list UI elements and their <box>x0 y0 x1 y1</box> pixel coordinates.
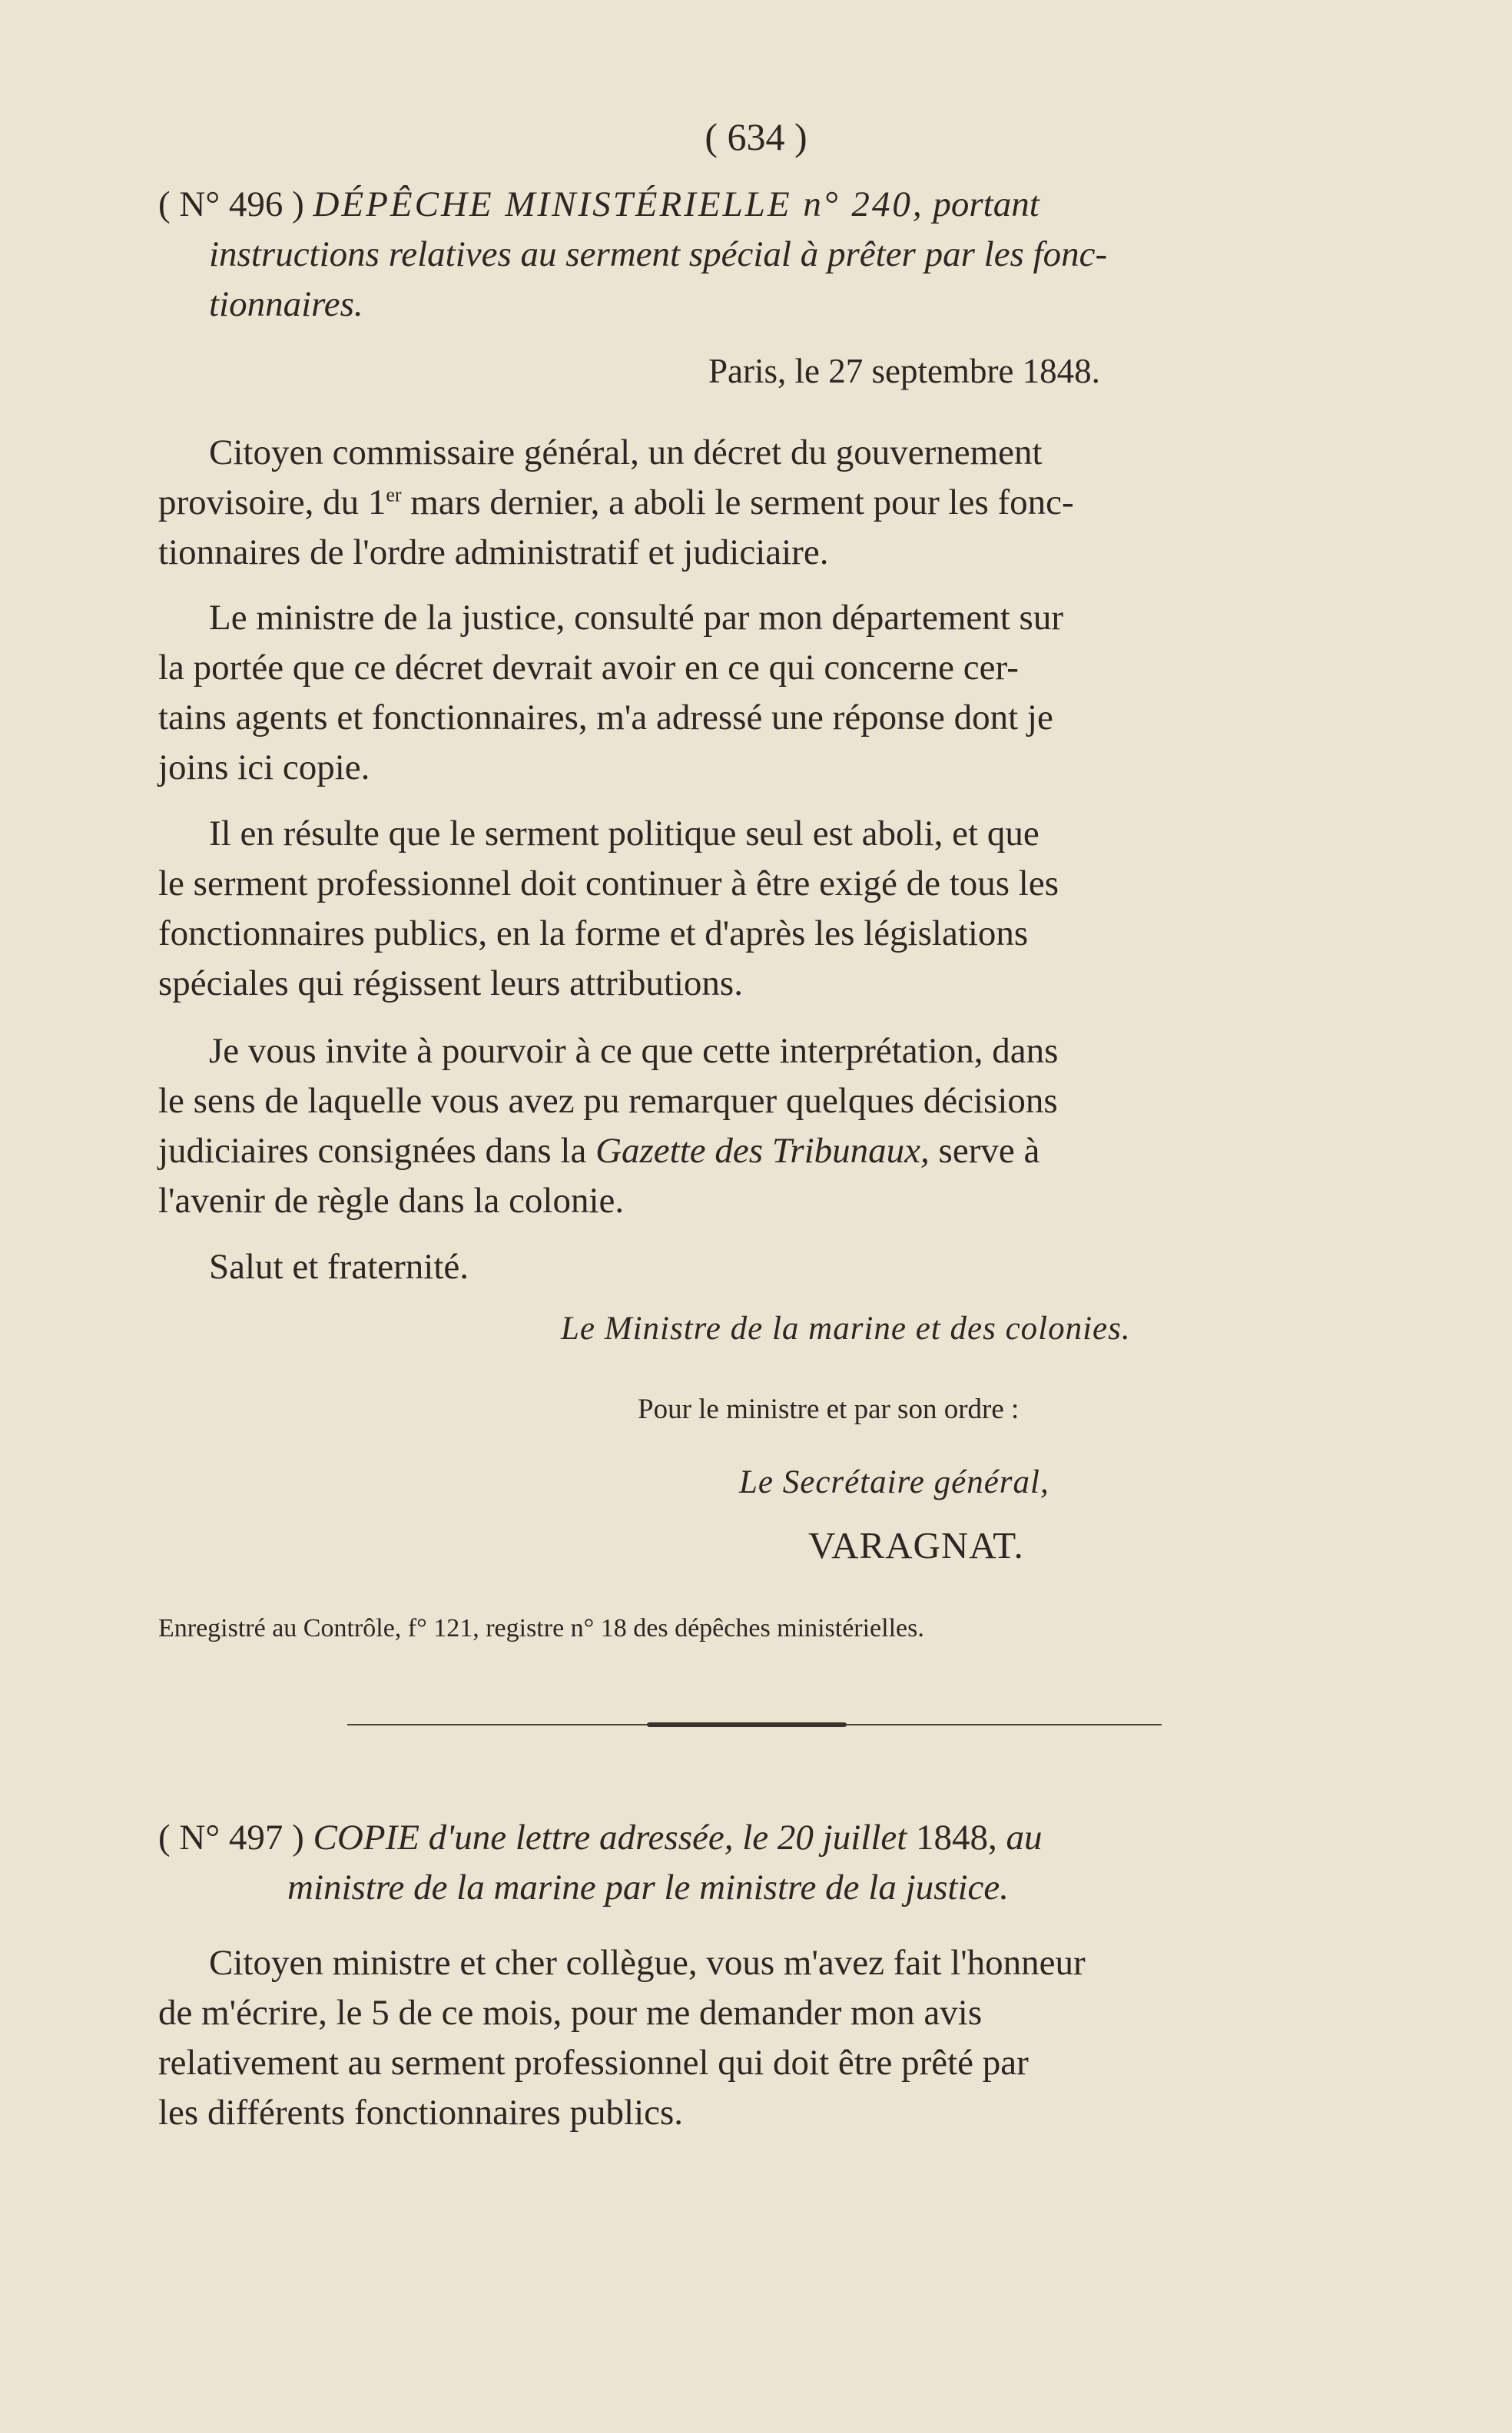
paragraph-3-line: Il en résulte que le serment politique seul est aboli, et que <box>209 814 1040 854</box>
document-496-heading <box>158 180 1427 330</box>
paragraph-497-line: les différents fonctionnaires publics. <box>158 2093 684 2133</box>
paragraph-4-line: judiciaires consignées dans la Gazette des Tribunaux, serve à <box>158 1131 1040 1171</box>
document-496-title-cont: portant <box>933 184 1040 224</box>
paragraph-3-line: le serment professionnel doit continuer à être exigé de tous les <box>158 863 1059 903</box>
document-496-title-line2: instructions relatives au serment spécial à prêter par les fonc- <box>209 234 1108 274</box>
paragraph-1-line: tionnaires de l'ordre administratif et judiciaire. <box>158 532 829 572</box>
minister-title: Le Ministre de la marine et des colonies. <box>561 1311 1131 1347</box>
order-line: Pour le ministre et par son ordre : <box>638 1394 1020 1425</box>
paragraph-4 <box>158 1026 1427 1226</box>
paragraph-1-line: Citoyen commissaire général, un décret du gouvernement <box>209 433 1043 472</box>
document-497-title-cont: au <box>996 1818 1043 1858</box>
paragraph-4-line: Je vous invite à pourvoir à ce que cette interprétation, dans <box>209 1031 1059 1071</box>
paragraph-1-line: provisoire, du 1er mars dernier, a aboli le serment pour les fonc- <box>158 482 1074 522</box>
paragraph-497-line: de m'écrire, le 5 de ce mois, pour me demander mon avis <box>158 1993 983 2033</box>
paragraph-497-1 <box>158 1938 1427 2138</box>
paragraph-497-line: relativement au serment professionnel qui doit être prêté par <box>158 2043 1029 2083</box>
document-497-number: ( N° 497 ) <box>158 1818 304 1858</box>
paragraph-3-line: spéciales qui régissent leurs attributions. <box>158 963 743 1003</box>
paragraph-4-line: le sens de laquelle vous avez pu remarquer quelques décisions <box>158 1081 1058 1121</box>
paragraph-2 <box>158 593 1427 793</box>
paragraph-2-line: Le ministre de la justice, consulté par mon département sur <box>209 598 1063 638</box>
paragraph-2-line: joins ici copie. <box>158 747 370 787</box>
paragraph-3-line: fonctionnaires publics, en la forme et d'après les législations <box>158 913 1029 953</box>
gazette-title: Gazette des Tribunaux, <box>595 1131 930 1171</box>
paragraph-2-line: tains agents et fonctionnaires, m'a adressé une réponse dont je <box>158 698 1053 738</box>
document-497-year: 1848, <box>916 1818 997 1858</box>
document-497-title-line2: ministre de la marine par le ministre de la justice. <box>287 1868 1010 1908</box>
paragraph-1 <box>158 428 1427 578</box>
paragraph-4-line: l'avenir de règle dans la colonie. <box>158 1181 625 1221</box>
dateline: Paris, le 27 septembre 1848. <box>708 352 1100 390</box>
paragraph-2-line: la portée que ce décret devrait avoir en ce qui concerne cer- <box>158 648 1019 688</box>
secretary-title: Le Secrétaire général, <box>739 1464 1049 1500</box>
section-divider-ornament <box>647 1722 847 1727</box>
paragraph-497-line: Citoyen ministre et cher collègue, vous m'avez fait l'honneur <box>209 1943 1086 1983</box>
document-497-title: COPIE d'une lettre adressée, le 20 juillet <box>313 1818 917 1858</box>
signature: VARAGNAT. <box>808 1524 1024 1566</box>
document-496-title-line3: tionnaires. <box>209 284 363 324</box>
page-number: ( 634 ) <box>705 115 807 158</box>
document-497-heading <box>158 1813 1427 1913</box>
document-496-number: ( N° 496 ) <box>158 184 304 224</box>
closing-salutation: Salut et fraternité. <box>209 1247 469 1287</box>
document-496-title: DÉPÊCHE MINISTÉRIELLE n° 240, <box>313 184 924 224</box>
paragraph-3 <box>158 809 1427 1009</box>
registration-note: Enregistré au Contrôle, f° 121, registre n° 18 des dépêches ministérielles. <box>158 1614 924 1642</box>
